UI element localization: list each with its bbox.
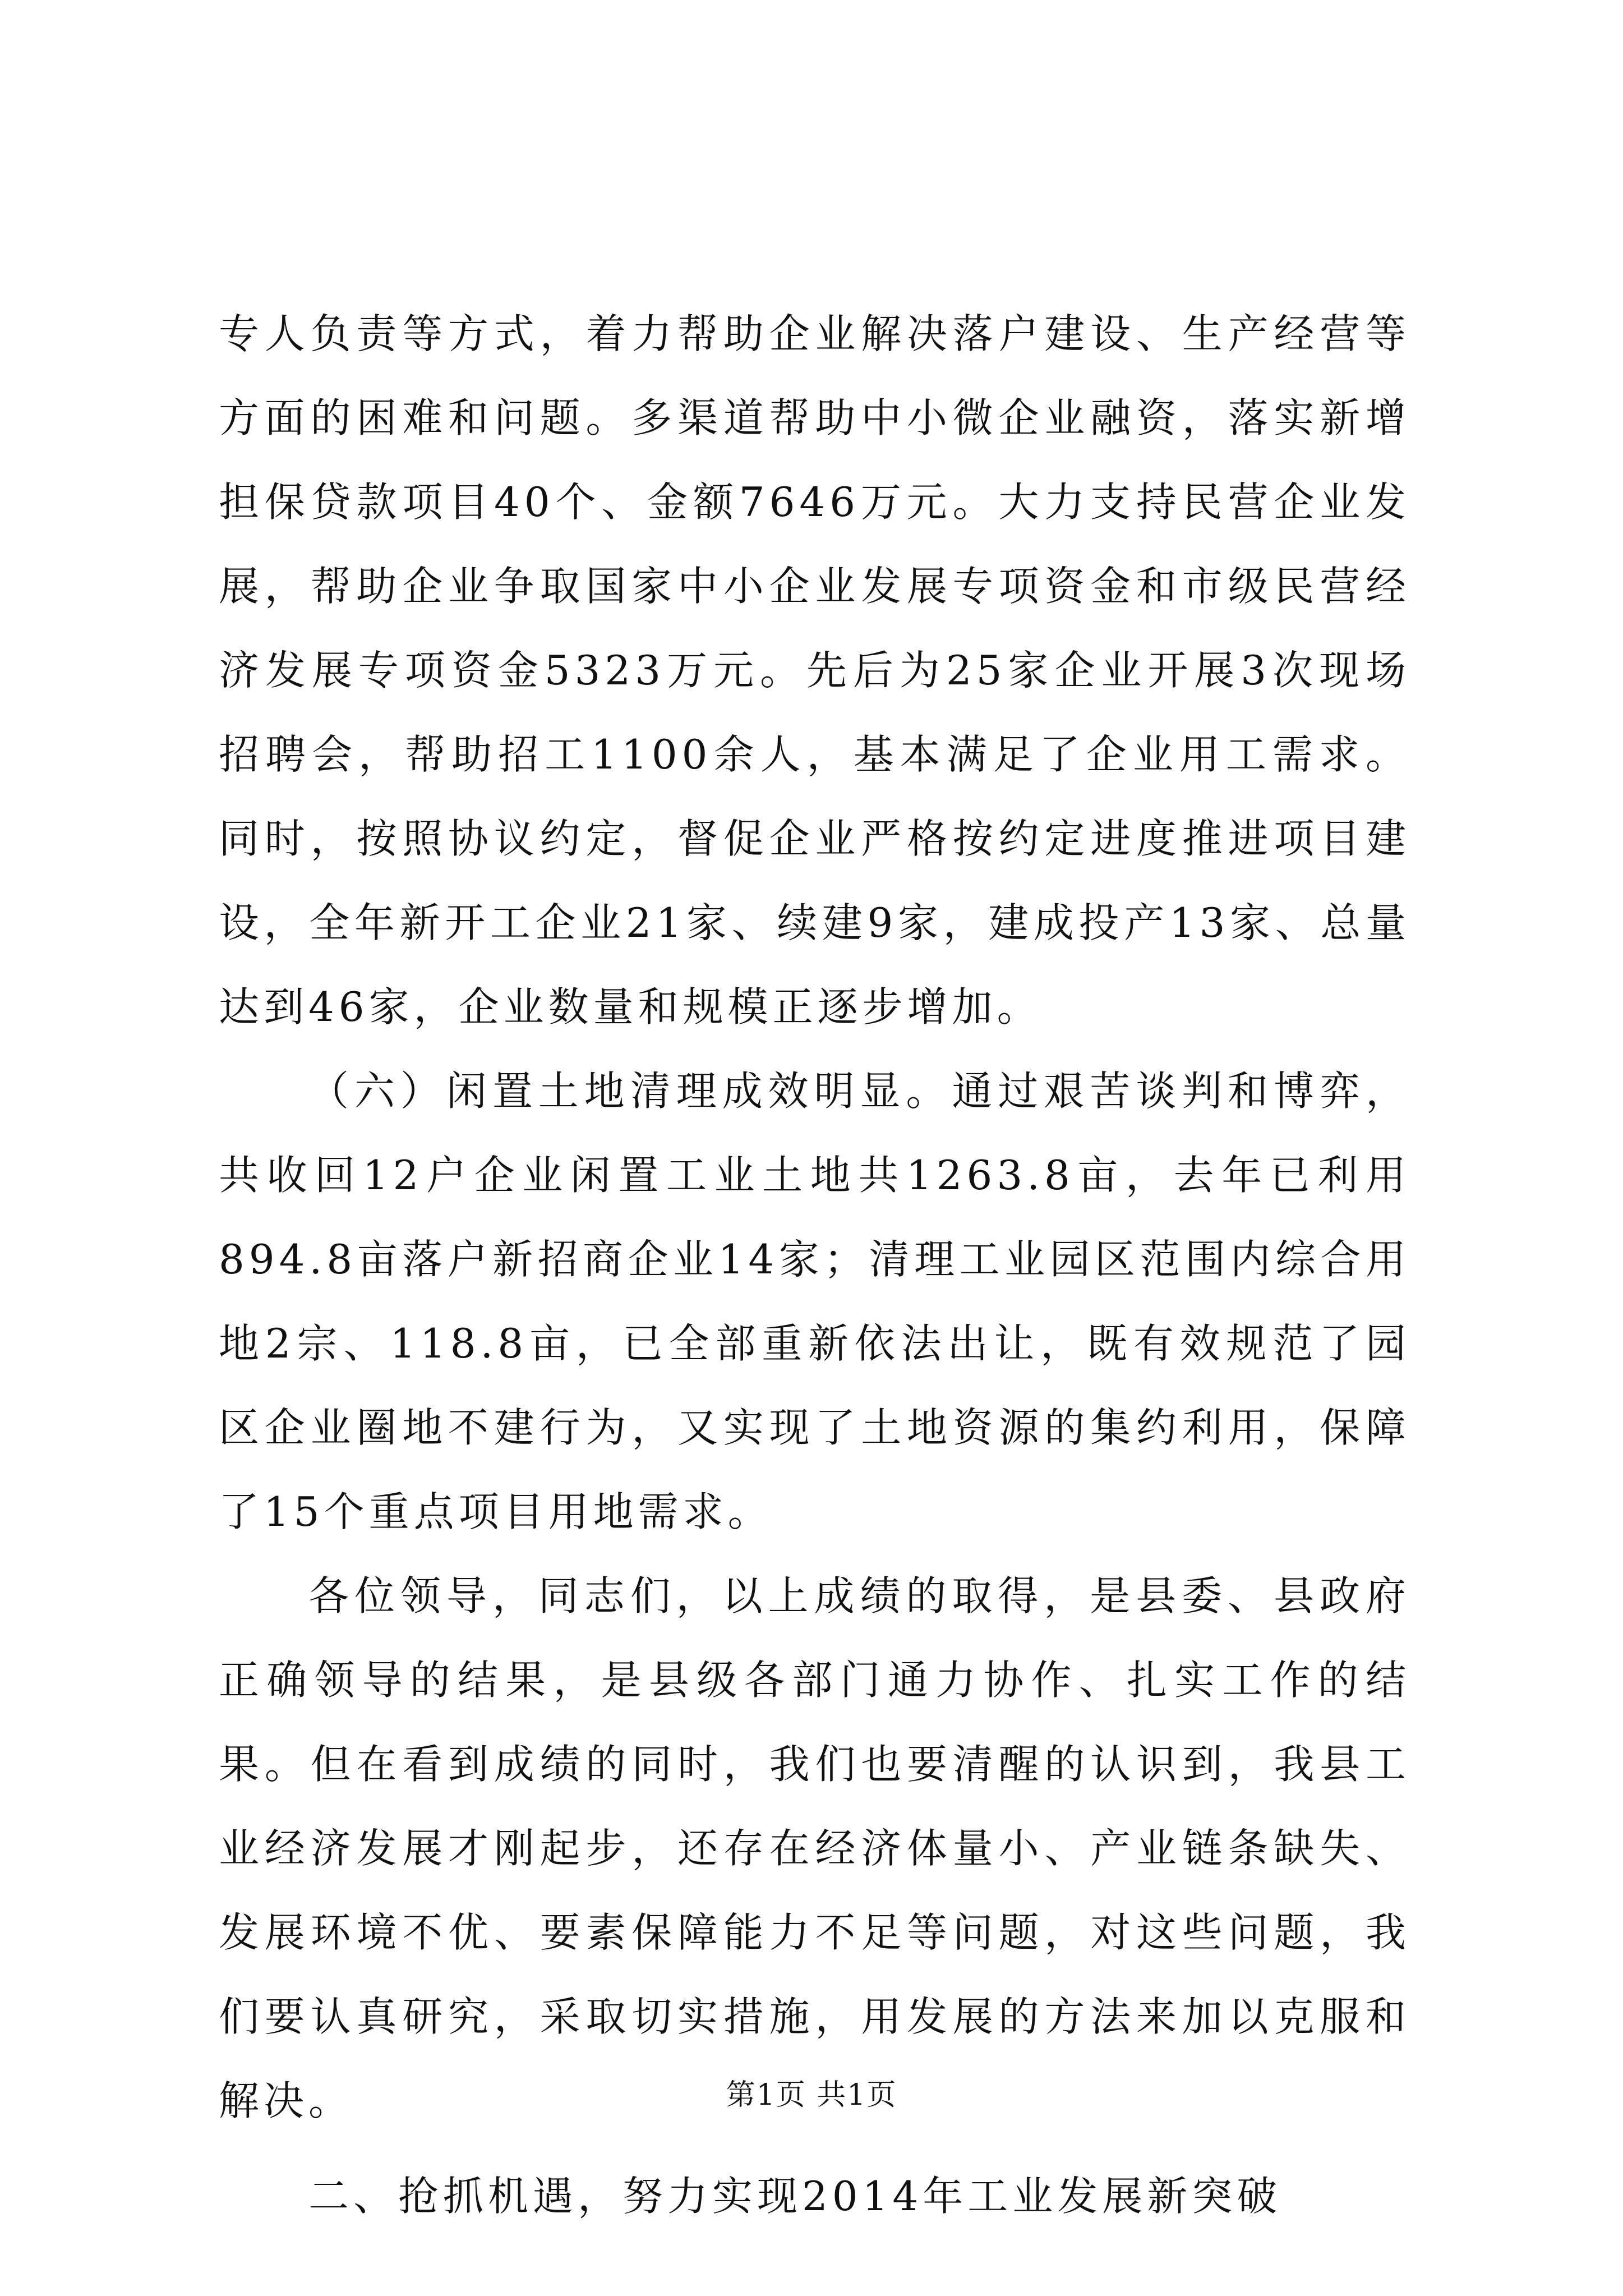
page-footer: 第1页 共1页 [726,2078,897,2112]
document-body [219,292,1410,2238]
paragraph-summary: 各位领导，同志们，以上成绩的取得，是县委、县政府正确领导的结果，是县级各部门通力协作、扎实工作的结果。但在看到成绩的同时，我们也要清醒的认识到，我县工业经济发展才刚起步，还存在经济体量小、产业链条缺失、发展环境不优、要素保障能力不足等问题，对这些问题，我们要认真研究，采取切实措施，用发展的方法来加以克服和解决。 [219,1572,1410,2124]
paragraph-continuation: 专人负责等方式，着力帮助企业解决落户建设、生产经营等方面的困难和问题。多渠道帮助中小微企业融资，落实新增担保贷款项目40个、金额7646万元。大力支持民营企业发展，帮助企业争取国家中小企业发展专项资金和市级民营经济发展专项资金5323万元。先后为25家企业开展3次现场招聘会，帮助招工1100余人，基本满足了企业用工需求。同时，按照协议约定，督促企业严格按约定进度推进项目建设，全年新开工企业21家、续建9家，建成投产13家、总量达到46家，企业数量和规模正逐步增加。 [219,310,1410,1030]
section-heading: 二、抢抓机遇，努力实现2014年工业发展新突破 [308,2173,1282,2220]
paragraph-idle-land: （六）闲置土地清理成效明显。通过艰苦谈判和博弈，共收回12户企业闲置工业土地共1263.8亩，去年已利用894.8亩落户新招商企业14家；清理工业园区范围内综合用地2宗、118.8亩，已全部重新依法出让，既有效规范了园区企业圈地不建行为，又实现了土地资源的集约利用，保障了15个重点项目用地需求。 [219,1068,1410,1535]
